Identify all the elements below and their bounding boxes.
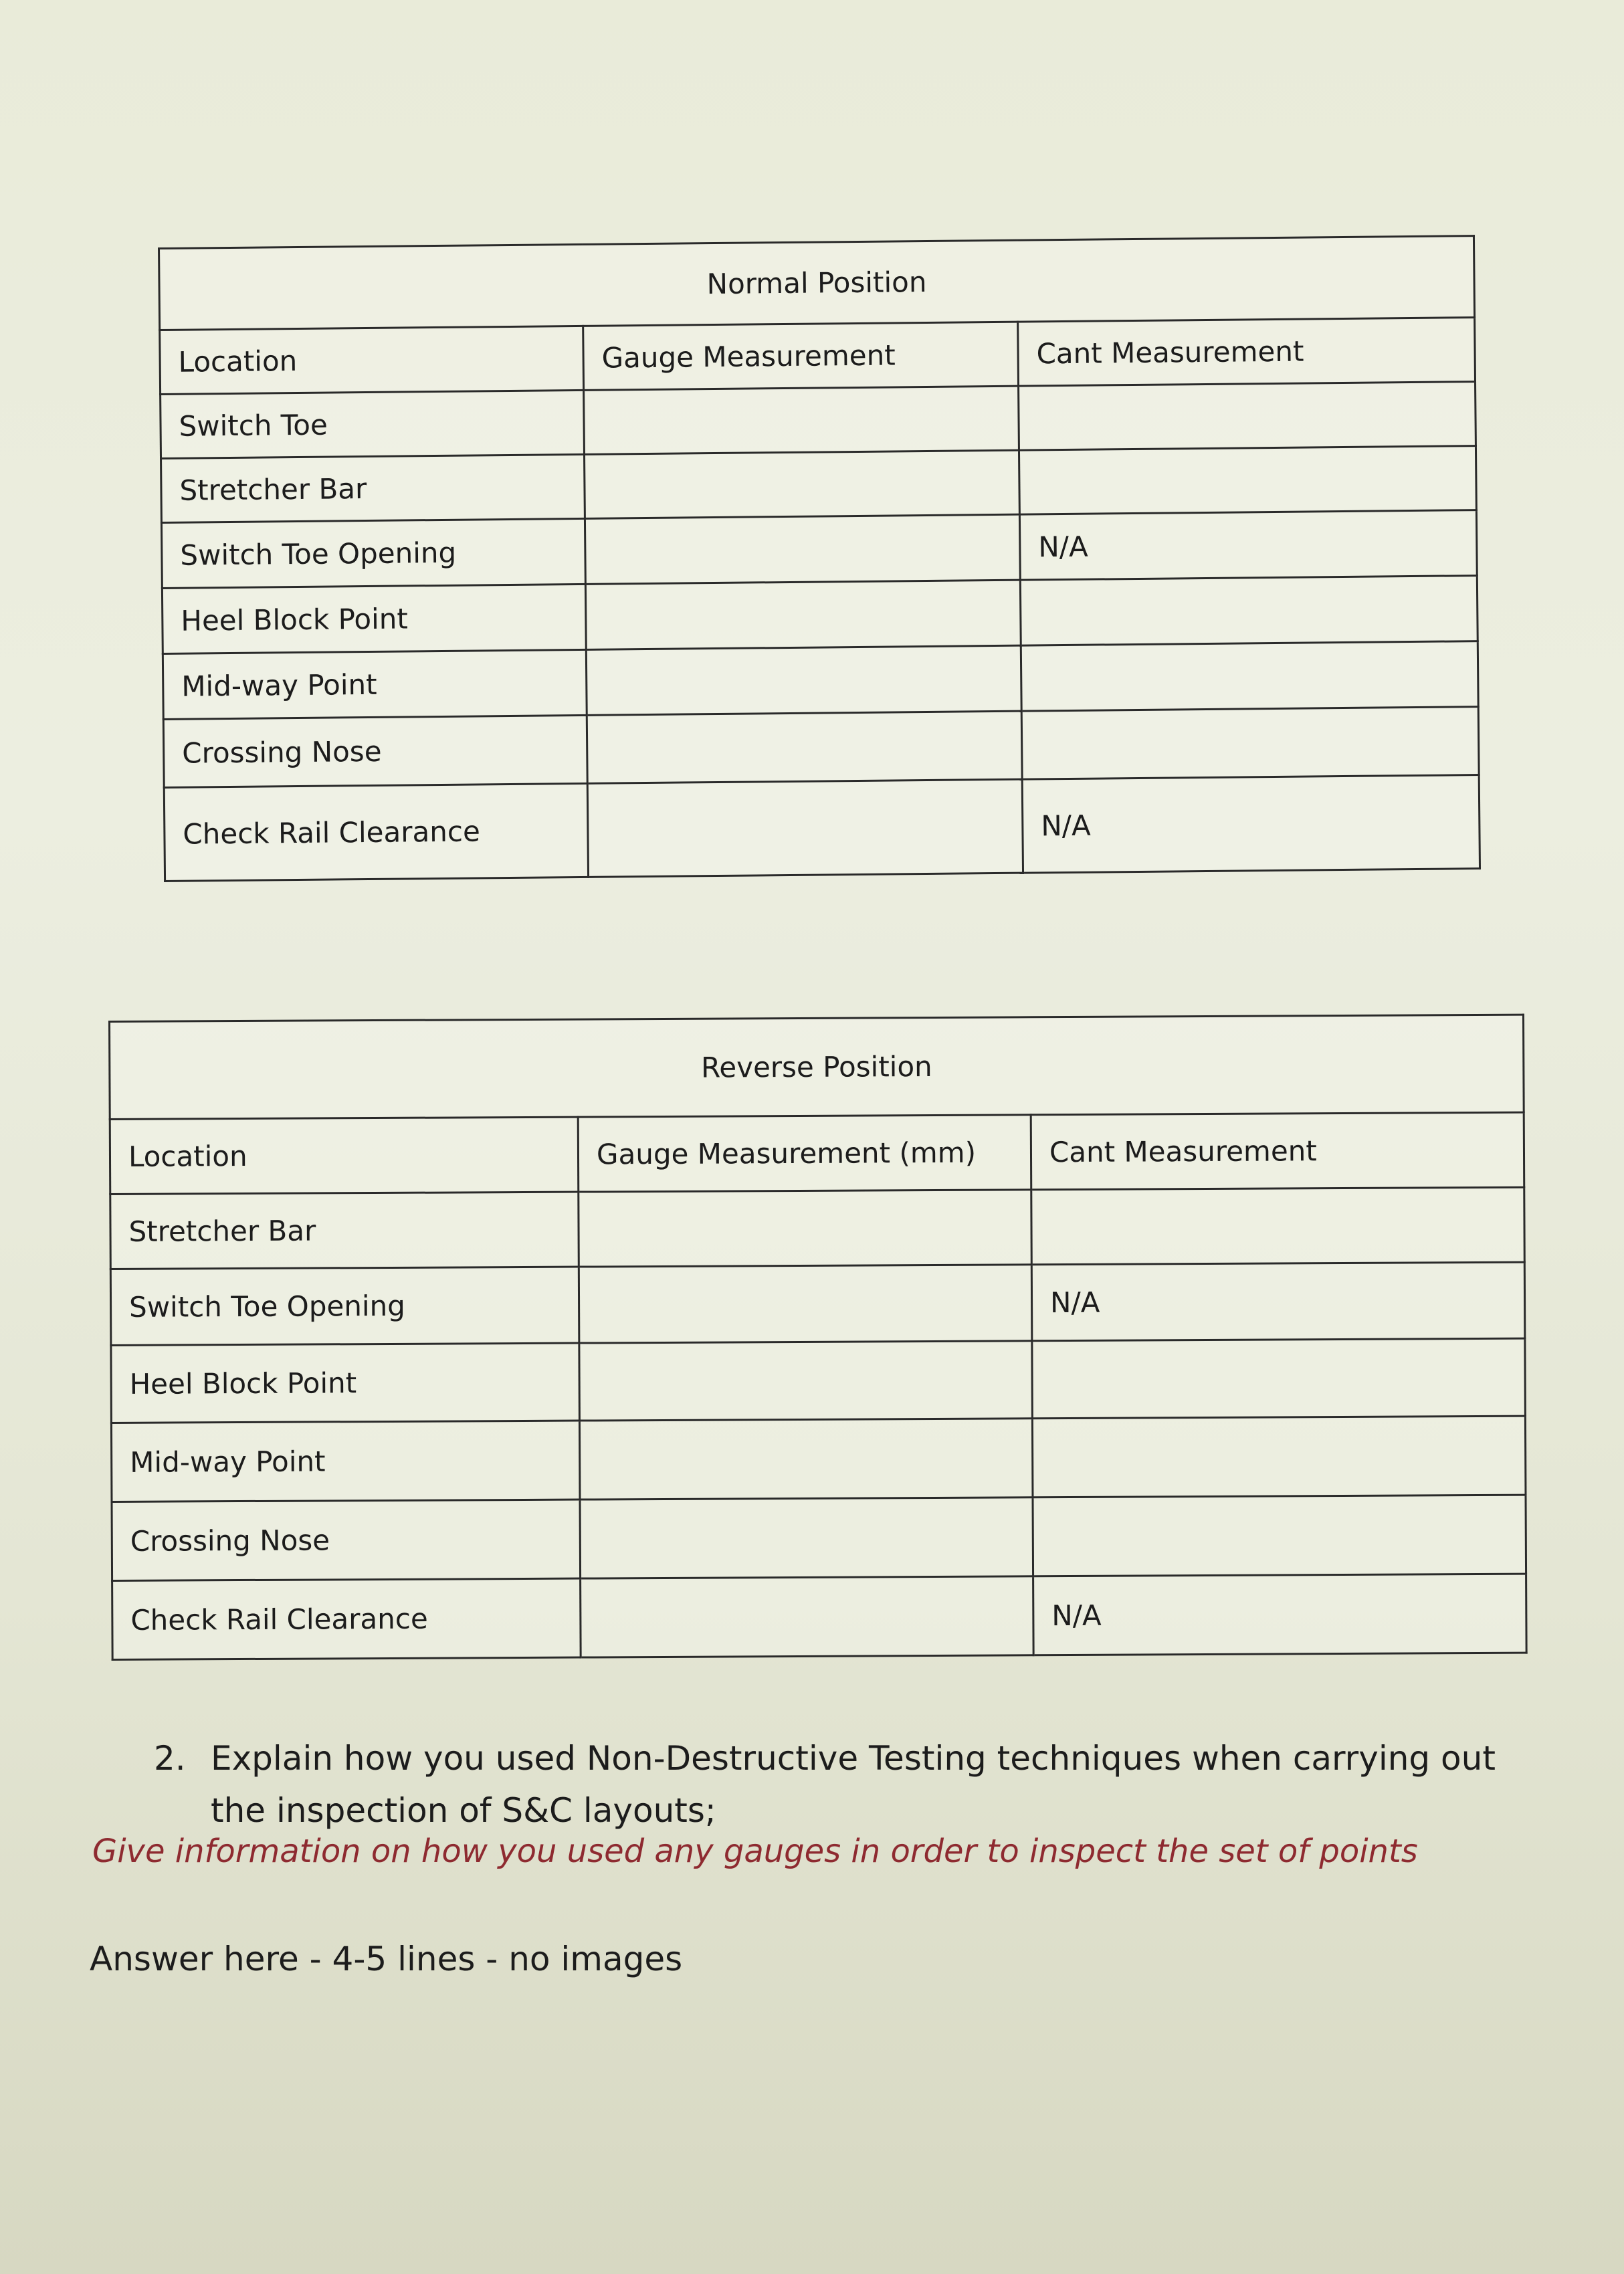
table-row (112, 1495, 1526, 1580)
cant-cell[interactable] (1021, 641, 1478, 712)
answer-instruction: Answer here - 4-5 lines - no images (90, 1940, 683, 1978)
table-row (161, 446, 1477, 523)
location-cell: Check Rail Clearance (164, 783, 588, 881)
gauge-cell[interactable] (585, 514, 1020, 584)
cant-cell[interactable] (1032, 1416, 1526, 1497)
gauge-cell[interactable] (580, 1497, 1033, 1578)
table-row (161, 382, 1476, 459)
gauge-cell[interactable] (586, 645, 1021, 715)
cant-cell[interactable] (1020, 576, 1478, 646)
location-cell: Switch Toe Opening (110, 1267, 579, 1345)
gauge-cell[interactable] (587, 711, 1022, 783)
table-title-row (110, 1015, 1524, 1119)
location-cell: Switch Toe Opening (161, 518, 585, 588)
cant-cell[interactable] (1031, 1187, 1525, 1265)
location-cell: Stretcher Bar (161, 454, 585, 522)
location-cell: Heel Block Point (111, 1343, 580, 1423)
cant-cell[interactable]: N/A (1022, 775, 1480, 873)
table-row (110, 1262, 1525, 1345)
location-cell: Crossing Nose (112, 1500, 581, 1580)
gauge-cell[interactable] (585, 580, 1021, 649)
table-row (112, 1574, 1527, 1659)
cant-cell[interactable] (1019, 382, 1476, 451)
table-row (111, 1416, 1526, 1502)
question-hint: Give information on how you used any gauges in order to inspect the set of points (92, 1833, 1418, 1870)
cant-cell[interactable]: N/A (1019, 510, 1477, 581)
column-header-gauge: Gauge Measurement (mm) (578, 1115, 1031, 1192)
location-cell: Heel Block Point (162, 584, 586, 653)
table-row (161, 510, 1477, 589)
column-header-location: Location (110, 1117, 579, 1194)
table-row (162, 576, 1478, 654)
gauge-cell[interactable] (579, 1190, 1032, 1267)
location-cell: Stretcher Bar (110, 1192, 579, 1269)
column-header-cant: Cant Measurement (1031, 1112, 1524, 1190)
table-row (164, 775, 1480, 882)
column-header-cant: Cant Measurement (1018, 318, 1476, 387)
gauge-cell[interactable] (579, 1419, 1033, 1500)
gauge-cell[interactable] (579, 1265, 1032, 1343)
table-row (163, 707, 1479, 788)
question-number: 2. (154, 1739, 186, 1778)
cant-cell[interactable] (1019, 446, 1476, 515)
location-cell: Crossing Nose (163, 715, 587, 787)
cant-cell[interactable] (1032, 1338, 1526, 1419)
location-cell: Check Rail Clearance (112, 1578, 581, 1659)
table-title-row (159, 236, 1475, 330)
table-row (163, 641, 1478, 720)
column-header-location: Location (160, 326, 584, 394)
question-block (154, 1732, 1505, 1837)
table-header-row (160, 318, 1476, 395)
table-row (111, 1338, 1526, 1423)
reverse-position-table (108, 1014, 1528, 1661)
column-header-gauge: Gauge Measurement (583, 322, 1019, 390)
table-title: Normal Position (159, 236, 1475, 330)
question-text: Explain how you used Non-Destructive Testing techniques when carrying out the inspection of S&C layouts; (211, 1739, 1496, 1830)
location-cell: Mid-way Point (111, 1421, 580, 1502)
table-title: Reverse Position (110, 1015, 1524, 1119)
gauge-cell[interactable] (584, 386, 1019, 454)
cant-cell[interactable]: N/A (1031, 1262, 1525, 1341)
gauge-cell[interactable] (584, 450, 1019, 518)
cant-cell[interactable] (1033, 1495, 1526, 1576)
gauge-cell[interactable] (581, 1576, 1034, 1657)
normal-position-table (158, 235, 1481, 882)
cant-cell[interactable]: N/A (1033, 1574, 1527, 1655)
cant-cell[interactable] (1021, 707, 1479, 780)
gauge-cell[interactable] (579, 1341, 1033, 1421)
location-cell: Mid-way Point (163, 649, 587, 719)
table-row (110, 1187, 1525, 1269)
location-cell: Switch Toe (161, 390, 585, 458)
gauge-cell[interactable] (587, 779, 1023, 877)
table-header-row (110, 1112, 1524, 1194)
